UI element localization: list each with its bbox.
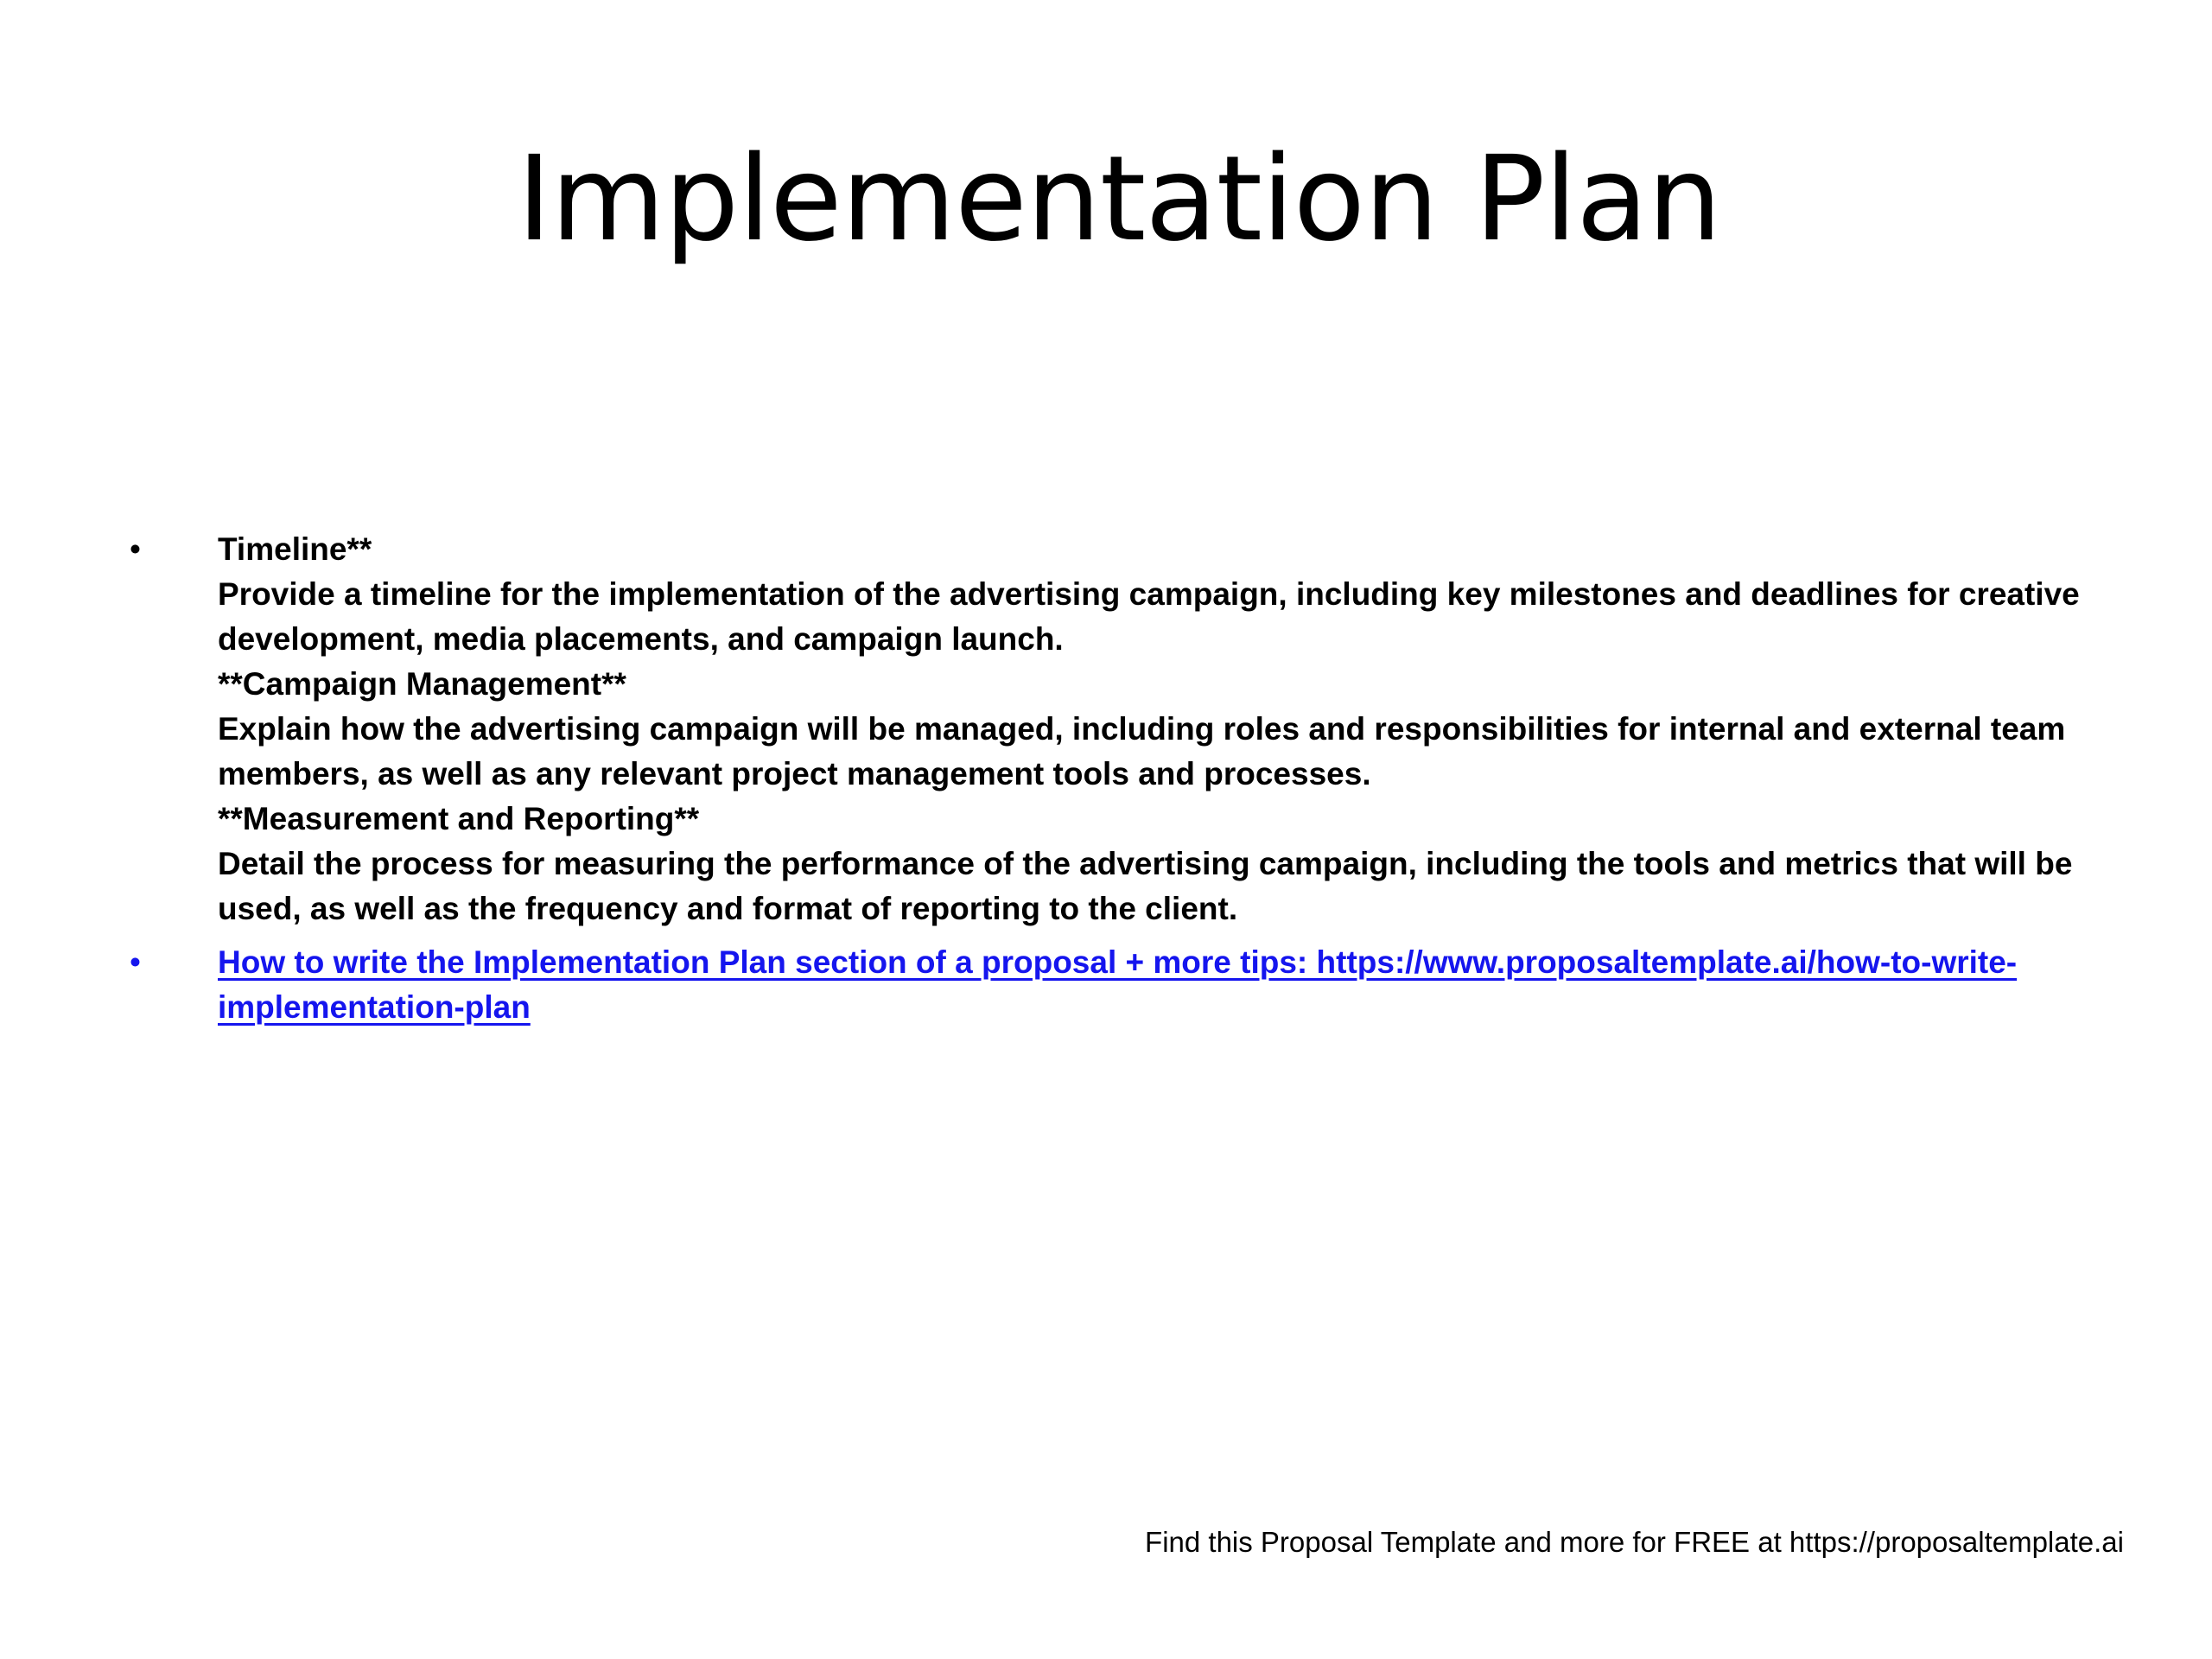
heading-campaign-management: **Campaign Management**	[218, 666, 626, 702]
paragraph-timeline: Provide a timeline for the implementation of the advertising campaign, including key milestones and deadlines for creative development, media placements, and campaign launch.	[218, 576, 2080, 657]
bullet-icon: •	[130, 531, 141, 567]
slide-title: Implementation Plan	[517, 131, 1721, 268]
bullet-text	[218, 940, 2108, 1030]
bullet-item-link	[130, 940, 2108, 1030]
bullet-text	[218, 527, 2108, 931]
slide-body	[130, 527, 2108, 1039]
footer-note: Find this Proposal Template and more for FREE at https://proposaltemplate.ai	[1145, 1526, 2124, 1558]
heading-measurement-reporting: **Measurement and Reporting**	[218, 801, 700, 836]
bullet-icon: •	[130, 944, 141, 980]
paragraph-campaign-management: Explain how the advertising campaign will be managed, including roles and responsibilities for internal and external team members, as well as any relevant project management tools and processes.	[218, 711, 2066, 791]
paragraph-measurement-reporting: Detail the process for measuring the performance of the advertising campaign, including the tools and metrics that will be used, as well as the frequency and format of reporting to the client.	[218, 846, 2073, 926]
implementation-plan-tips-link[interactable]: How to write the Implementation Plan section of a proposal + more tips: https://www.proposaltemplate.ai/how-to-write-implementation-plan	[218, 944, 2018, 1025]
heading-timeline: Timeline**	[218, 531, 372, 567]
bullet-item-plan-details	[130, 527, 2108, 931]
